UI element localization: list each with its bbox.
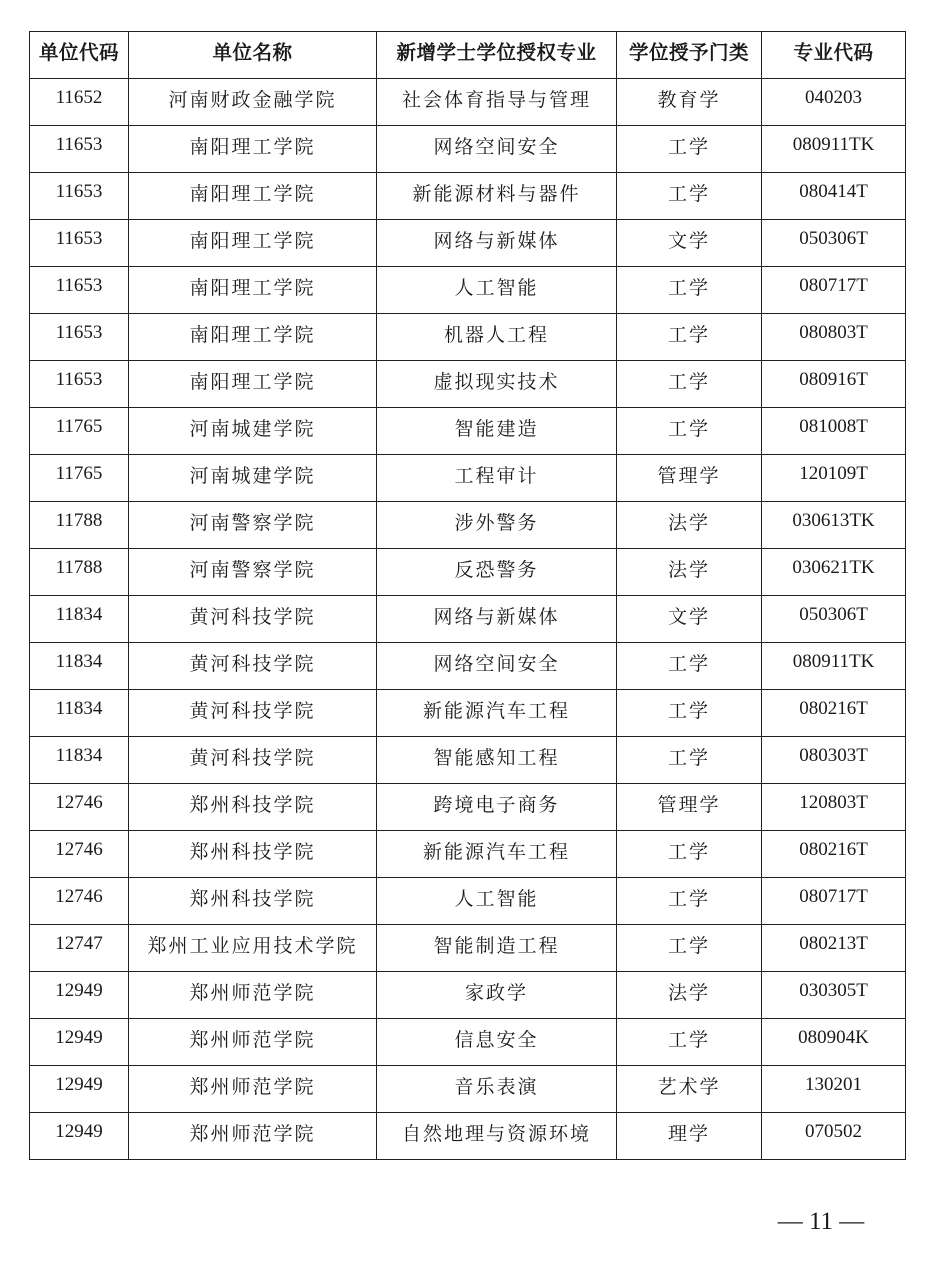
unit-code-cell: 11788: [30, 502, 129, 549]
major-code-cell: 080216T: [762, 690, 906, 737]
unit-name-cell: 郑州科技学院: [129, 831, 377, 878]
major-code-cell: 080904K: [762, 1019, 906, 1066]
degree-category-cell: 法学: [617, 502, 762, 549]
unit-code-cell: 12949: [30, 1113, 129, 1160]
unit-code-cell: 11765: [30, 408, 129, 455]
unit-code-cell: 12949: [30, 972, 129, 1019]
degree-category-cell: 工学: [617, 831, 762, 878]
major-name-cell: 涉外警务: [377, 502, 617, 549]
degree-category-cell: 管理学: [617, 784, 762, 831]
table-row: [30, 79, 906, 126]
degree-category-cell: 工学: [617, 925, 762, 972]
table-row: [30, 314, 906, 361]
unit-name-cell: 郑州工业应用技术学院: [129, 925, 377, 972]
unit-code-cell: 11653: [30, 126, 129, 173]
major-code-cell: 080216T: [762, 831, 906, 878]
unit-code-cell: 11834: [30, 643, 129, 690]
degree-category-cell: 教育学: [617, 79, 762, 126]
header-row: [30, 32, 906, 79]
unit-name-cell: 南阳理工学院: [129, 126, 377, 173]
major-name-cell: 网络空间安全: [377, 126, 617, 173]
unit-name-cell: 郑州师范学院: [129, 972, 377, 1019]
major-name-cell: 网络空间安全: [377, 643, 617, 690]
degree-category-cell: 工学: [617, 1019, 762, 1066]
unit-name-cell: 郑州师范学院: [129, 1066, 377, 1113]
unit-name-cell: 南阳理工学院: [129, 173, 377, 220]
unit-code-cell: 11788: [30, 549, 129, 596]
major-name-cell: 网络与新媒体: [377, 220, 617, 267]
unit-code-cell: 11652: [30, 79, 129, 126]
unit-code-cell: 11653: [30, 220, 129, 267]
unit-name-cell: 南阳理工学院: [129, 314, 377, 361]
major-name-cell: 虚拟现实技术: [377, 361, 617, 408]
degree-category-cell: 工学: [617, 643, 762, 690]
major-code-cell: 030613TK: [762, 502, 906, 549]
major-code-cell: 080717T: [762, 878, 906, 925]
unit-name-cell: 南阳理工学院: [129, 220, 377, 267]
unit-name-cell: 河南警察学院: [129, 549, 377, 596]
table-row: [30, 784, 906, 831]
table-row: [30, 1113, 906, 1160]
major-code-cell: 080911TK: [762, 126, 906, 173]
table-row: [30, 126, 906, 173]
page-number: — 11 —: [777, 1208, 865, 1235]
degree-category-cell: 工学: [617, 361, 762, 408]
major-name-cell: 反恐警务: [377, 549, 617, 596]
table-row: [30, 173, 906, 220]
degree-category-cell: 工学: [617, 878, 762, 925]
degree-category-cell: 理学: [617, 1113, 762, 1160]
unit-code-cell: 11653: [30, 361, 129, 408]
major-code-cell: 070502: [762, 1113, 906, 1160]
degree-category-cell: 工学: [617, 690, 762, 737]
unit-name-cell: 黄河科技学院: [129, 643, 377, 690]
table-row: [30, 1066, 906, 1113]
major-code-cell: 080213T: [762, 925, 906, 972]
unit-name-cell: 黄河科技学院: [129, 737, 377, 784]
major-name-cell: 机器人工程: [377, 314, 617, 361]
unit-name-cell: 郑州科技学院: [129, 878, 377, 925]
degree-category-cell: 法学: [617, 549, 762, 596]
unit-name-cell: 南阳理工学院: [129, 361, 377, 408]
header-degree-category: 学位授予门类: [617, 32, 762, 79]
major-name-cell: 新能源汽车工程: [377, 690, 617, 737]
unit-name-cell: 河南城建学院: [129, 408, 377, 455]
major-code-cell: 030621TK: [762, 549, 906, 596]
unit-name-cell: 黄河科技学院: [129, 596, 377, 643]
major-code-cell: 080414T: [762, 173, 906, 220]
unit-code-cell: 11834: [30, 690, 129, 737]
table-row: [30, 220, 906, 267]
degree-category-cell: 文学: [617, 220, 762, 267]
unit-name-cell: 河南城建学院: [129, 455, 377, 502]
table-row: [30, 1019, 906, 1066]
unit-code-cell: 11834: [30, 737, 129, 784]
major-name-cell: 信息安全: [377, 1019, 617, 1066]
degree-category-cell: 工学: [617, 314, 762, 361]
table-row: [30, 972, 906, 1019]
header-major-code: 专业代码: [762, 32, 906, 79]
unit-code-cell: 12746: [30, 878, 129, 925]
table-row: [30, 502, 906, 549]
table-row: [30, 267, 906, 314]
majors-table: [29, 31, 906, 1160]
major-name-cell: 社会体育指导与管理: [377, 79, 617, 126]
major-name-cell: 音乐表演: [377, 1066, 617, 1113]
unit-code-cell: 12746: [30, 831, 129, 878]
unit-name-cell: 郑州科技学院: [129, 784, 377, 831]
major-name-cell: 新能源材料与器件: [377, 173, 617, 220]
unit-code-cell: 12949: [30, 1066, 129, 1113]
degree-category-cell: 文学: [617, 596, 762, 643]
unit-name-cell: 郑州师范学院: [129, 1019, 377, 1066]
major-code-cell: 120803T: [762, 784, 906, 831]
table-row: [30, 690, 906, 737]
major-name-cell: 自然地理与资源环境: [377, 1113, 617, 1160]
table-row: [30, 361, 906, 408]
table-row: [30, 596, 906, 643]
major-code-cell: 050306T: [762, 596, 906, 643]
header-unit-code: 单位代码: [30, 32, 129, 79]
table-row: [30, 925, 906, 972]
unit-code-cell: 12747: [30, 925, 129, 972]
unit-name-cell: 河南警察学院: [129, 502, 377, 549]
unit-name-cell: 郑州师范学院: [129, 1113, 377, 1160]
major-code-cell: 081008T: [762, 408, 906, 455]
major-name-cell: 智能制造工程: [377, 925, 617, 972]
major-name-cell: 新能源汽车工程: [377, 831, 617, 878]
table-row: [30, 878, 906, 925]
unit-code-cell: 11653: [30, 314, 129, 361]
table-row: [30, 408, 906, 455]
major-name-cell: 跨境电子商务: [377, 784, 617, 831]
table-row: [30, 737, 906, 784]
unit-name-cell: 黄河科技学院: [129, 690, 377, 737]
major-name-cell: 网络与新媒体: [377, 596, 617, 643]
table-row: [30, 455, 906, 502]
unit-code-cell: 11653: [30, 267, 129, 314]
major-code-cell: 040203: [762, 79, 906, 126]
degree-category-cell: 管理学: [617, 455, 762, 502]
major-code-cell: 080803T: [762, 314, 906, 361]
unit-name-cell: 河南财政金融学院: [129, 79, 377, 126]
major-name-cell: 人工智能: [377, 878, 617, 925]
degree-category-cell: 工学: [617, 737, 762, 784]
major-code-cell: 080303T: [762, 737, 906, 784]
degree-category-cell: 工学: [617, 267, 762, 314]
unit-code-cell: 11834: [30, 596, 129, 643]
header-unit-name: 单位名称: [129, 32, 377, 79]
unit-code-cell: 11653: [30, 173, 129, 220]
degree-category-cell: 工学: [617, 173, 762, 220]
major-code-cell: 130201: [762, 1066, 906, 1113]
major-code-cell: 080916T: [762, 361, 906, 408]
major-name-cell: 智能建造: [377, 408, 617, 455]
unit-code-cell: 12746: [30, 784, 129, 831]
major-name-cell: 智能感知工程: [377, 737, 617, 784]
table-row: [30, 831, 906, 878]
major-code-cell: 120109T: [762, 455, 906, 502]
major-code-cell: 080717T: [762, 267, 906, 314]
major-name-cell: 工程审计: [377, 455, 617, 502]
degree-category-cell: 艺术学: [617, 1066, 762, 1113]
table-row: [30, 643, 906, 690]
unit-name-cell: 南阳理工学院: [129, 267, 377, 314]
major-code-cell: 030305T: [762, 972, 906, 1019]
unit-code-cell: 12949: [30, 1019, 129, 1066]
header-new-major: 新增学士学位授权专业: [377, 32, 617, 79]
unit-code-cell: 11765: [30, 455, 129, 502]
major-code-cell: 080911TK: [762, 643, 906, 690]
major-name-cell: 家政学: [377, 972, 617, 1019]
major-name-cell: 人工智能: [377, 267, 617, 314]
table-row: [30, 549, 906, 596]
degree-category-cell: 工学: [617, 408, 762, 455]
degree-category-cell: 法学: [617, 972, 762, 1019]
degree-category-cell: 工学: [617, 126, 762, 173]
major-code-cell: 050306T: [762, 220, 906, 267]
